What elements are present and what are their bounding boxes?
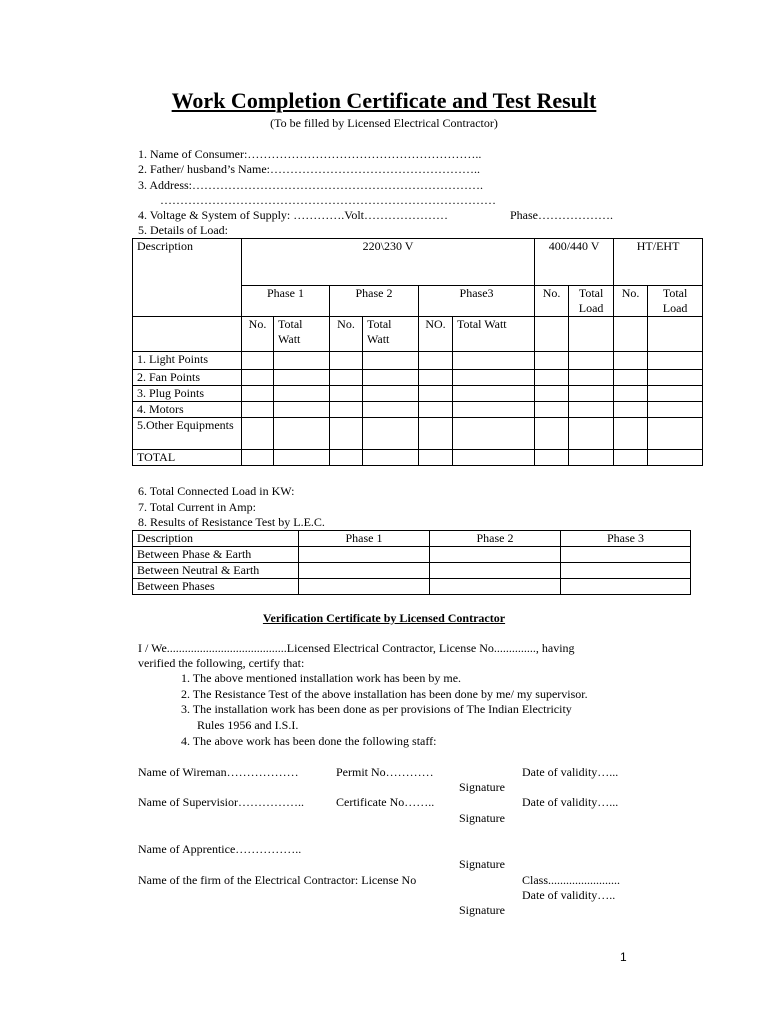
load-cell [614,418,648,450]
field-address-continued: ………………………………………………………………………… [160,193,496,207]
load-subheader-total-watt: Total Watt [274,317,330,352]
load-cell [419,352,453,370]
resistance-header-phase1: Phase 1 [299,531,430,547]
load-cell [242,370,274,386]
load-cell [569,370,614,386]
load-row-label: 5.Other Equipments [133,418,242,450]
field-consumer-name: 1. Name of Consumer:………………………………………………….. [138,147,482,161]
resistance-row-label: Between Phase & Earth [133,547,299,563]
resistance-cell [299,579,430,595]
load-cell [614,352,648,370]
load-subheader-no: NO. [419,317,453,352]
wireman-validity-field: Date of validity…... [522,765,619,779]
field-voltage-system: 4. Voltage & System of Supply: ………….Volt………………… [138,208,449,222]
load-cell [453,450,535,466]
load-cell [419,370,453,386]
supervisor-signature-label: Signature [459,811,505,825]
load-cell [274,450,330,466]
load-cell [363,402,419,418]
wireman-name-field: Name of Wireman……………… [138,765,299,779]
load-cell [614,370,648,386]
resistance-cell [430,563,561,579]
load-details-table-wrap [132,238,702,468]
load-header-no: No. [535,286,569,317]
supervisor-validity-field: Date of validity…... [522,795,619,809]
load-cell [242,402,274,418]
load-cell [569,402,614,418]
load-cell [453,370,535,386]
load-cell [648,370,703,386]
load-header-220v: 220\230 V [242,239,535,286]
verification-point-3: 3. The installation work has been done as per provisions of The Indian Electricity [181,702,572,716]
load-row-label: 4. Motors [133,402,242,418]
load-subheader-no: No. [242,317,274,352]
load-header-phase3: Phase3 [419,286,535,317]
load-cell [569,418,614,450]
verification-point-4: 4. The above work has been done the following staff: [181,734,437,748]
load-cell [330,450,363,466]
load-header-description: Description [133,239,242,317]
load-header-phase2: Phase 2 [330,286,419,317]
load-subheader-total-watt: Total Watt [363,317,419,352]
load-cell [453,352,535,370]
field-total-current: 7. Total Current in Amp: [138,500,256,514]
field-phase: Phase………………. [510,208,613,222]
resistance-row-label: Between Phases [133,579,299,595]
load-cell [242,418,274,450]
load-cell [330,402,363,418]
load-cell [535,450,569,466]
load-cell [453,386,535,402]
load-cell [363,370,419,386]
load-cell [535,370,569,386]
load-cell [330,386,363,402]
load-header-no: No. [614,286,648,317]
firm-signature-label: Signature [459,903,505,917]
load-cell [535,418,569,450]
load-cell [535,386,569,402]
class-field: Class........................ [522,873,621,887]
resistance-cell [561,563,691,579]
load-subheader-total-watt: Total Watt [453,317,535,352]
contractor-firm-field: Name of the firm of the Electrical Contractor: License No [138,873,417,887]
load-cell [453,402,535,418]
load-cell [614,402,648,418]
resistance-header-phase3: Phase 3 [561,531,691,547]
load-cell [569,450,614,466]
load-cell [419,402,453,418]
verification-point-1: 1. The above mentioned installation work has been by me. [181,671,462,685]
load-cell [419,450,453,466]
supervisor-name-field: Name of Supervisior…………….. [138,795,304,809]
resistance-row-label: Between Neutral & Earth [133,563,299,579]
resistance-test-table [132,530,691,595]
load-cell [453,418,535,450]
field-address: 3. Address:………………………………………………………………. [138,178,483,192]
load-cell [274,352,330,370]
load-subheader-no: No. [330,317,363,352]
resistance-table-wrap [132,530,690,593]
page-title: Work Completion Certificate and Test Result [171,88,597,113]
load-header-400v: 400/440 V [535,239,614,286]
field-total-connected-load: 6. Total Connected Load in KW: [138,484,295,498]
load-row-label: TOTAL [133,450,242,466]
load-cell [330,370,363,386]
load-cell [133,317,242,352]
wireman-signature-label: Signature [459,780,505,794]
page-number: 1 [620,950,627,964]
load-cell [274,402,330,418]
load-header-phase1: Phase 1 [242,286,330,317]
load-cell [363,418,419,450]
resistance-header-phase2: Phase 2 [430,531,561,547]
load-cell [419,418,453,450]
resistance-header-description: Description [133,531,299,547]
load-row-label: 1. Light Points [133,352,242,370]
apprentice-signature-label: Signature [459,857,505,871]
load-cell [648,317,703,352]
load-cell [648,386,703,402]
resistance-cell [299,547,430,563]
load-cell [274,386,330,402]
verification-intro-line1: I / We........................................Licensed Electrical Contractor, License No.............., having [138,641,575,655]
load-cell [648,402,703,418]
load-cell [274,370,330,386]
resistance-cell [299,563,430,579]
load-cell [535,352,569,370]
load-cell [648,418,703,450]
load-cell [363,352,419,370]
load-cell [535,402,569,418]
load-cell [614,450,648,466]
load-header-total-load: Total Load [648,286,703,317]
apprentice-name-field: Name of Apprentice…………….. [138,842,302,856]
load-cell [648,450,703,466]
field-father-husband-name: 2. Father/ husband’s Name:…………………………………………….. [138,162,480,176]
load-details-table [132,238,703,466]
load-header-total-load: Total Load [569,286,614,317]
load-row-label: 3. Plug Points [133,386,242,402]
resistance-cell [561,547,691,563]
load-row-label: 2. Fan Points [133,370,242,386]
load-cell [330,418,363,450]
load-cell [363,450,419,466]
verification-heading: Verification Certificate by Licensed Contractor [262,611,506,625]
load-cell [569,386,614,402]
firm-validity-field: Date of validity….. [522,888,616,902]
load-cell [419,386,453,402]
resistance-cell [430,547,561,563]
resistance-cell [561,579,691,595]
verification-intro-line2: verified the following, certify that: [138,656,305,670]
resistance-cell [430,579,561,595]
load-cell [242,386,274,402]
load-cell [614,386,648,402]
load-cell [648,352,703,370]
load-cell [242,352,274,370]
load-cell [535,317,569,352]
load-cell [330,352,363,370]
verification-point-2: 2. The Resistance Test of the above installation has been done by me/ my supervisor. [181,687,588,701]
load-header-ht: HT/EHT [614,239,703,286]
load-cell [363,386,419,402]
field-details-of-load: 5. Details of Load: [138,223,228,237]
load-cell [274,418,330,450]
load-cell [569,352,614,370]
load-cell [569,317,614,352]
load-cell [242,450,274,466]
load-cell [614,317,648,352]
field-resistance-test: 8. Results of Resistance Test by L.E.C. [138,515,325,529]
permit-no-field: Permit No………… [336,765,434,779]
verification-point-3-cont: Rules 1956 and I.S.I. [197,718,299,732]
certificate-no-field: Certificate No…….. [336,795,435,809]
page-subtitle: (To be filled by Licensed Electrical Contractor) [270,116,498,130]
